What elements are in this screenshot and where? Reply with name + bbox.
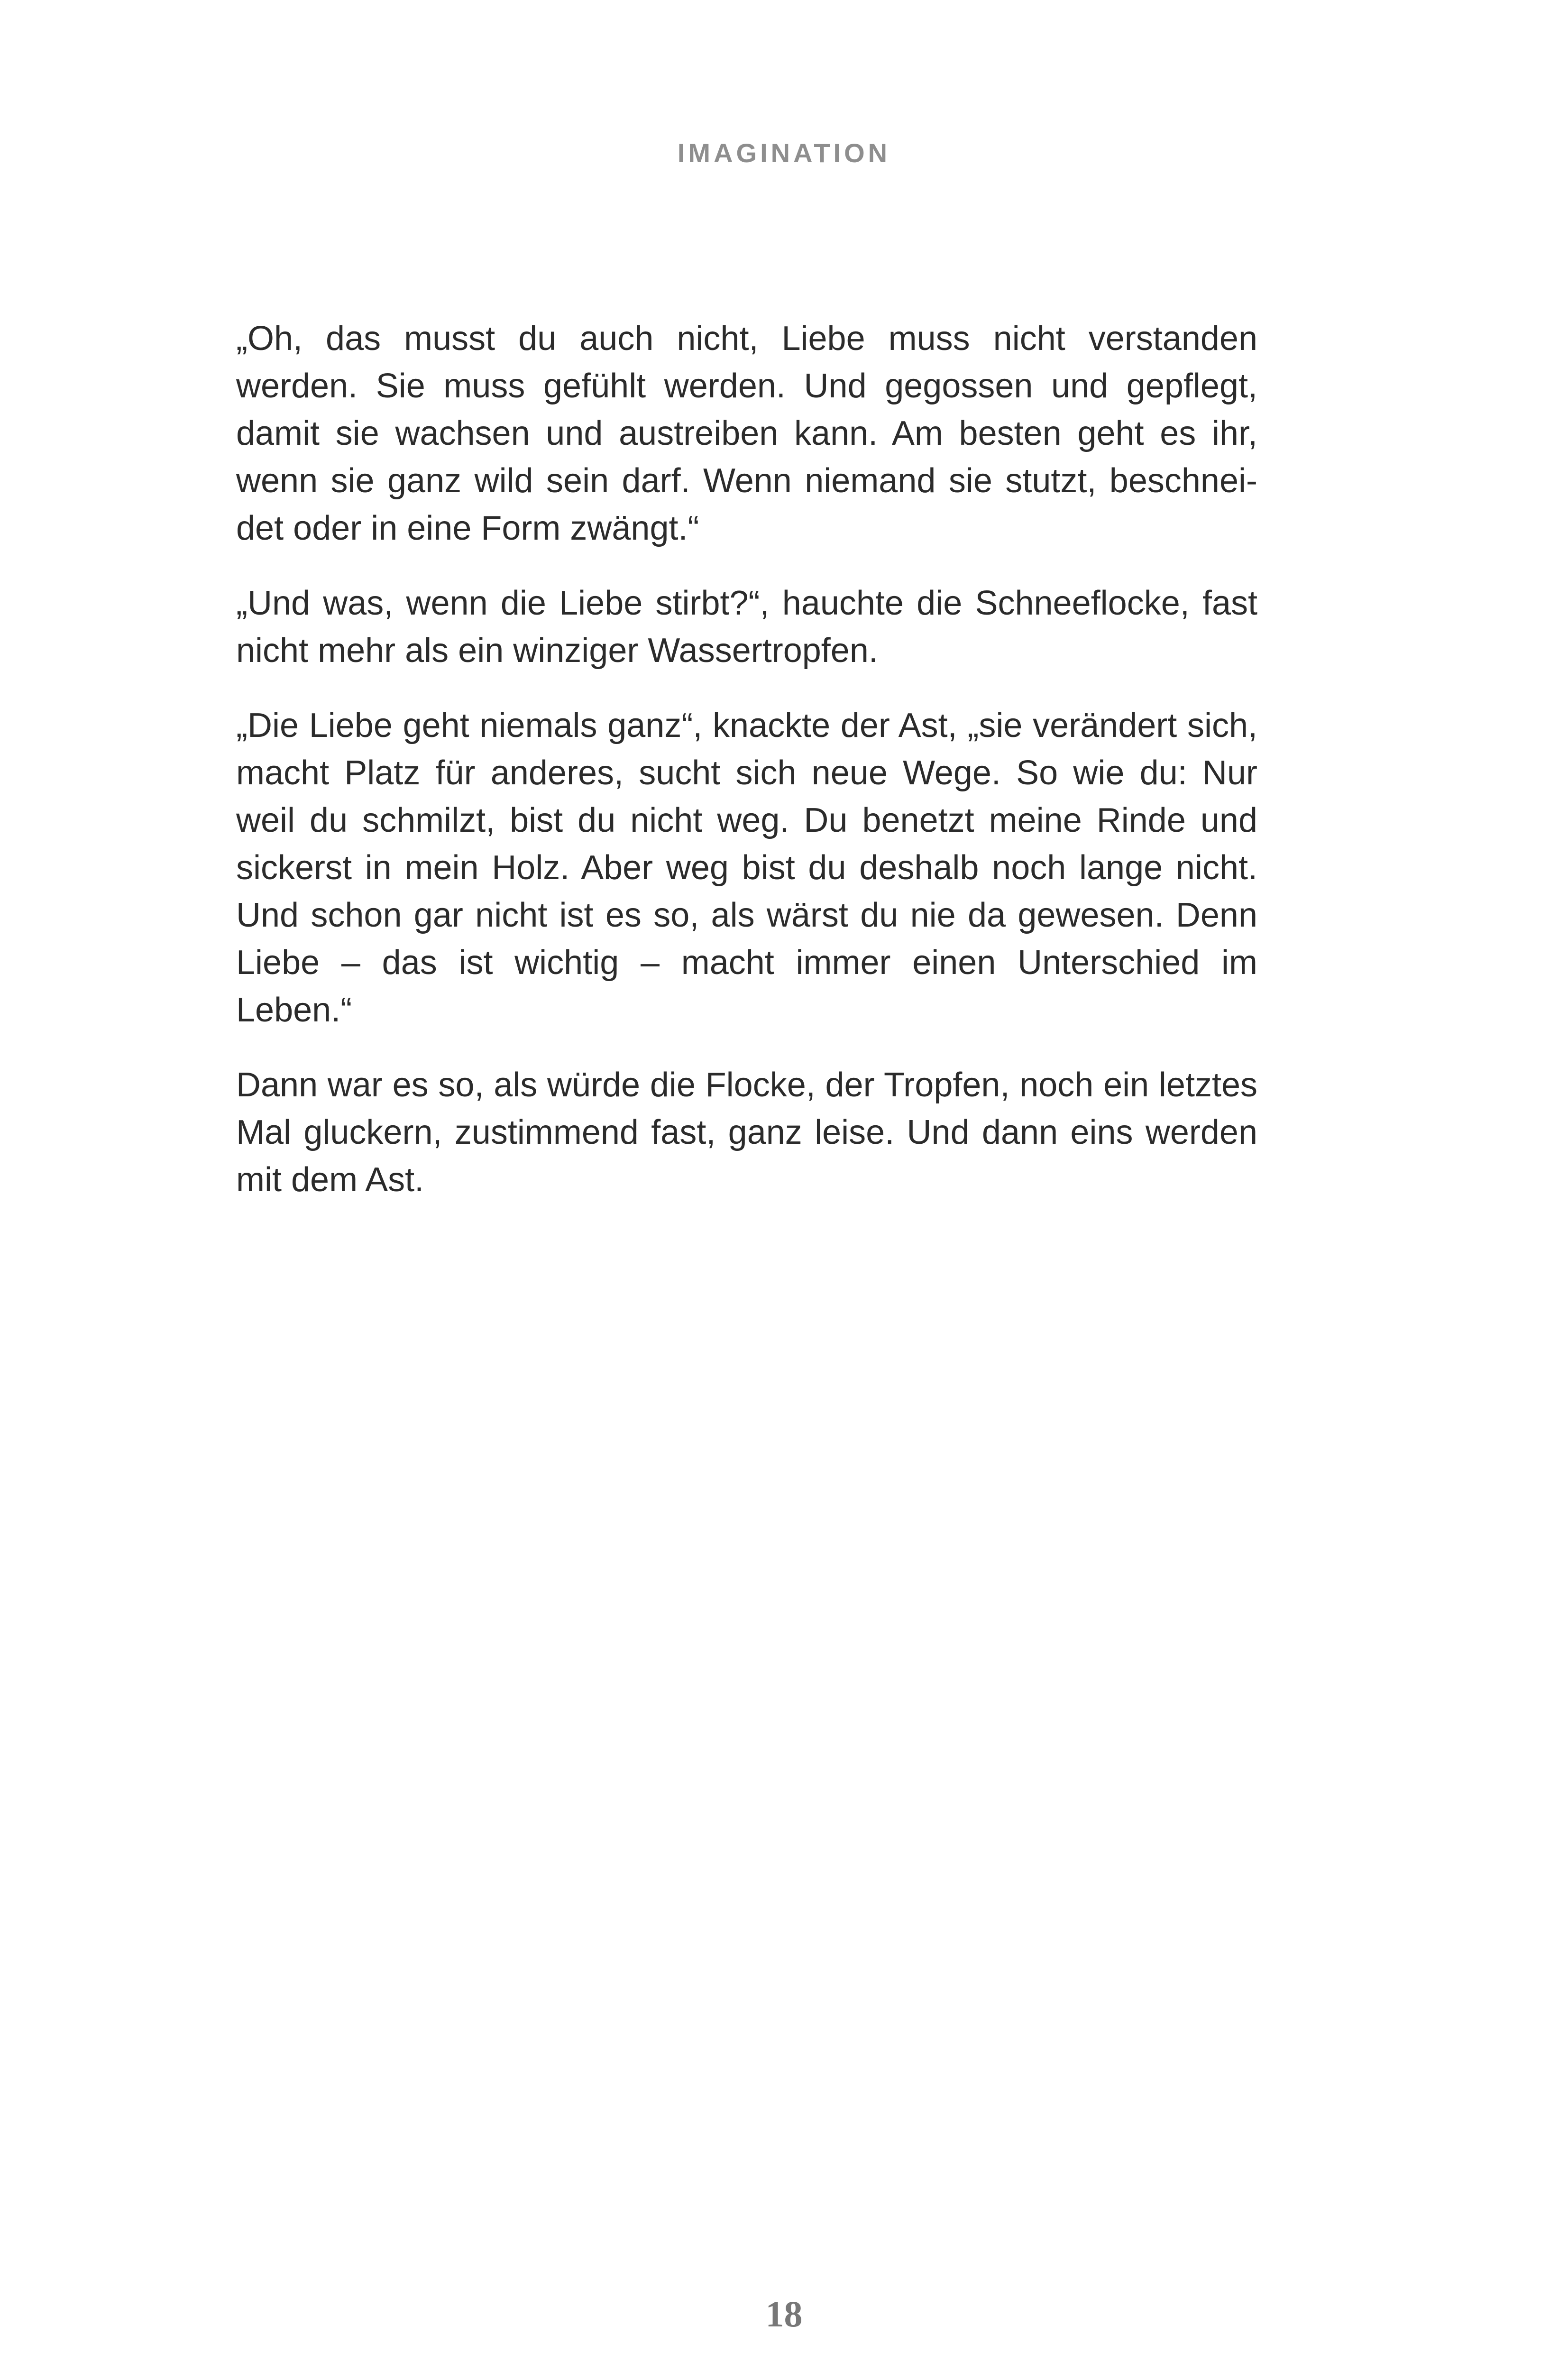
paragraph-2: „Und was, wenn die Liebe stirbt?“, hauchte die Schneeflocke, fast nicht mehr als ein winziger Wassertropfen. xyxy=(236,584,1257,670)
body-text xyxy=(236,315,1257,1231)
paragraph-4: Dann war es so, als würde die Flocke, der Tropfen, noch ein letztes Mal gluckern, zustimmend fast, ganz leise. Und dann eins werden mit dem Ast. xyxy=(236,1066,1257,1199)
paragraph-3: „Die Liebe geht niemals ganz“, knackte der Ast, „sie verändert sich, macht Platz für anderes, sucht sich neue Wege. So wie du: Nur weil du schmilzt, bist du nicht weg. Du benetzt meine Rinde und sickerst in mein Holz. Aber weg bist du deshalb noch lange nicht. Und schon gar nicht ist es so, als wärst du nie da gewesen. Denn Liebe – das ist wichtig – macht immer einen Unterschied im Leben.“ xyxy=(236,707,1257,1029)
paragraph-1: „Oh, das musst du auch nicht, Liebe muss nicht verstanden werden. Sie muss gefühlt werden. Und gegossen und gepflegt, damit sie wachsen und austreiben kann. Am besten geht es ihr, wenn sie ganz wild sein darf. Wenn niemand sie stutzt, beschneidet oder in eine Form zwängt.“ xyxy=(236,320,1257,547)
page-number: 18 xyxy=(765,2293,803,2334)
running-header: IMAGINATION xyxy=(677,138,891,168)
